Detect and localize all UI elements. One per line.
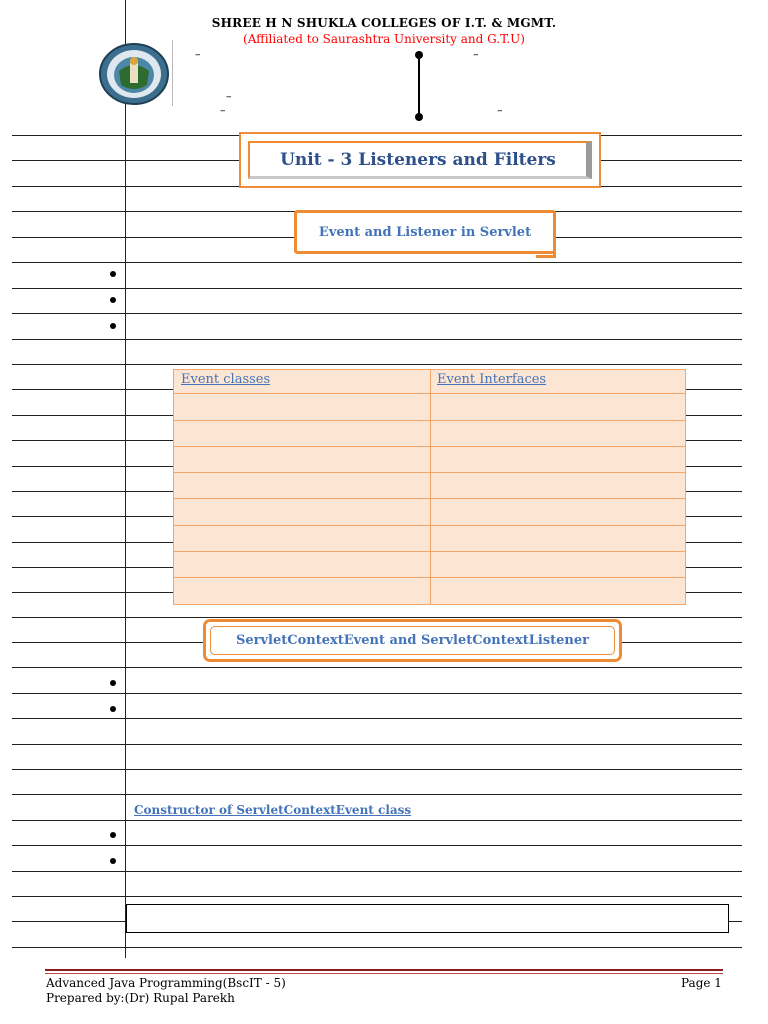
event-table [173, 369, 686, 605]
rule-line [12, 744, 742, 745]
table-row [174, 551, 685, 552]
section-heading-servletcontext-text: ServletContextEvent and ServletContextListener [210, 626, 615, 655]
margin-line [125, 0, 126, 958]
table-header-event-classes[interactable]: Event classes [181, 372, 271, 387]
table-row [174, 472, 685, 473]
rule-line [12, 769, 742, 770]
table-row [174, 393, 685, 394]
section-heading-event-listener: Event and Listener in Servlet [294, 210, 556, 254]
rule-line [12, 617, 742, 618]
footer-rule [45, 973, 723, 974]
affiliation-text: (Affiliated to Saurashtra University and G.T.U) [243, 32, 525, 46]
rule-line [12, 364, 742, 365]
rule-line [12, 845, 742, 846]
unit-title-box [239, 132, 601, 188]
header-connector [418, 55, 420, 117]
table-row [174, 525, 685, 526]
unit-title: Unit - 3 Listeners and Filters [248, 141, 592, 179]
college-name: SHREE H N SHUKLA COLLEGES OF I.T. & MGMT. [211, 16, 557, 30]
rule-line [12, 794, 742, 795]
college-logo-icon [97, 41, 171, 107]
section-heading-servletcontext [203, 619, 622, 662]
dash-mark: – [473, 48, 479, 61]
table-row [174, 446, 685, 447]
rule-line [12, 820, 742, 821]
bullet-point [110, 832, 116, 838]
connector-dot [415, 113, 423, 121]
logo-divider [172, 40, 173, 106]
table-row [174, 577, 685, 578]
bullet-point [110, 706, 116, 712]
rule-line [12, 718, 742, 719]
footer-author: Prepared by:(Dr) Rupal Parekh [46, 991, 235, 1005]
bullet-point [110, 271, 116, 277]
table-row [174, 420, 685, 421]
page-number: Page 1 [681, 976, 722, 990]
rule-line [12, 896, 742, 897]
connector-dot [415, 51, 423, 59]
dash-mark: – [220, 104, 226, 117]
rule-line [12, 947, 742, 948]
rule-line [12, 667, 742, 668]
code-box [126, 904, 729, 933]
bullet-point [110, 323, 116, 329]
rule-line [12, 693, 742, 694]
dash-mark: – [497, 104, 503, 117]
dash-mark: – [226, 90, 232, 103]
table-header-event-interfaces[interactable]: Event Interfaces [437, 372, 547, 387]
rule-line [12, 339, 742, 340]
table-column-divider [430, 370, 431, 604]
rule-line [12, 288, 742, 289]
bullet-point [110, 297, 116, 303]
constructor-link[interactable]: Constructor of ServletContextEvent class [134, 803, 412, 817]
rule-line [12, 313, 742, 314]
dash-mark: – [195, 48, 201, 61]
footer-rule [45, 969, 723, 971]
footer-info [46, 976, 286, 1006]
bullet-point [110, 858, 116, 864]
rule-line [12, 262, 742, 263]
footer-course: Advanced Java Programming(BscIT - 5) [46, 976, 286, 990]
bullet-point [110, 680, 116, 686]
table-row [174, 498, 685, 499]
rule-line [12, 871, 742, 872]
